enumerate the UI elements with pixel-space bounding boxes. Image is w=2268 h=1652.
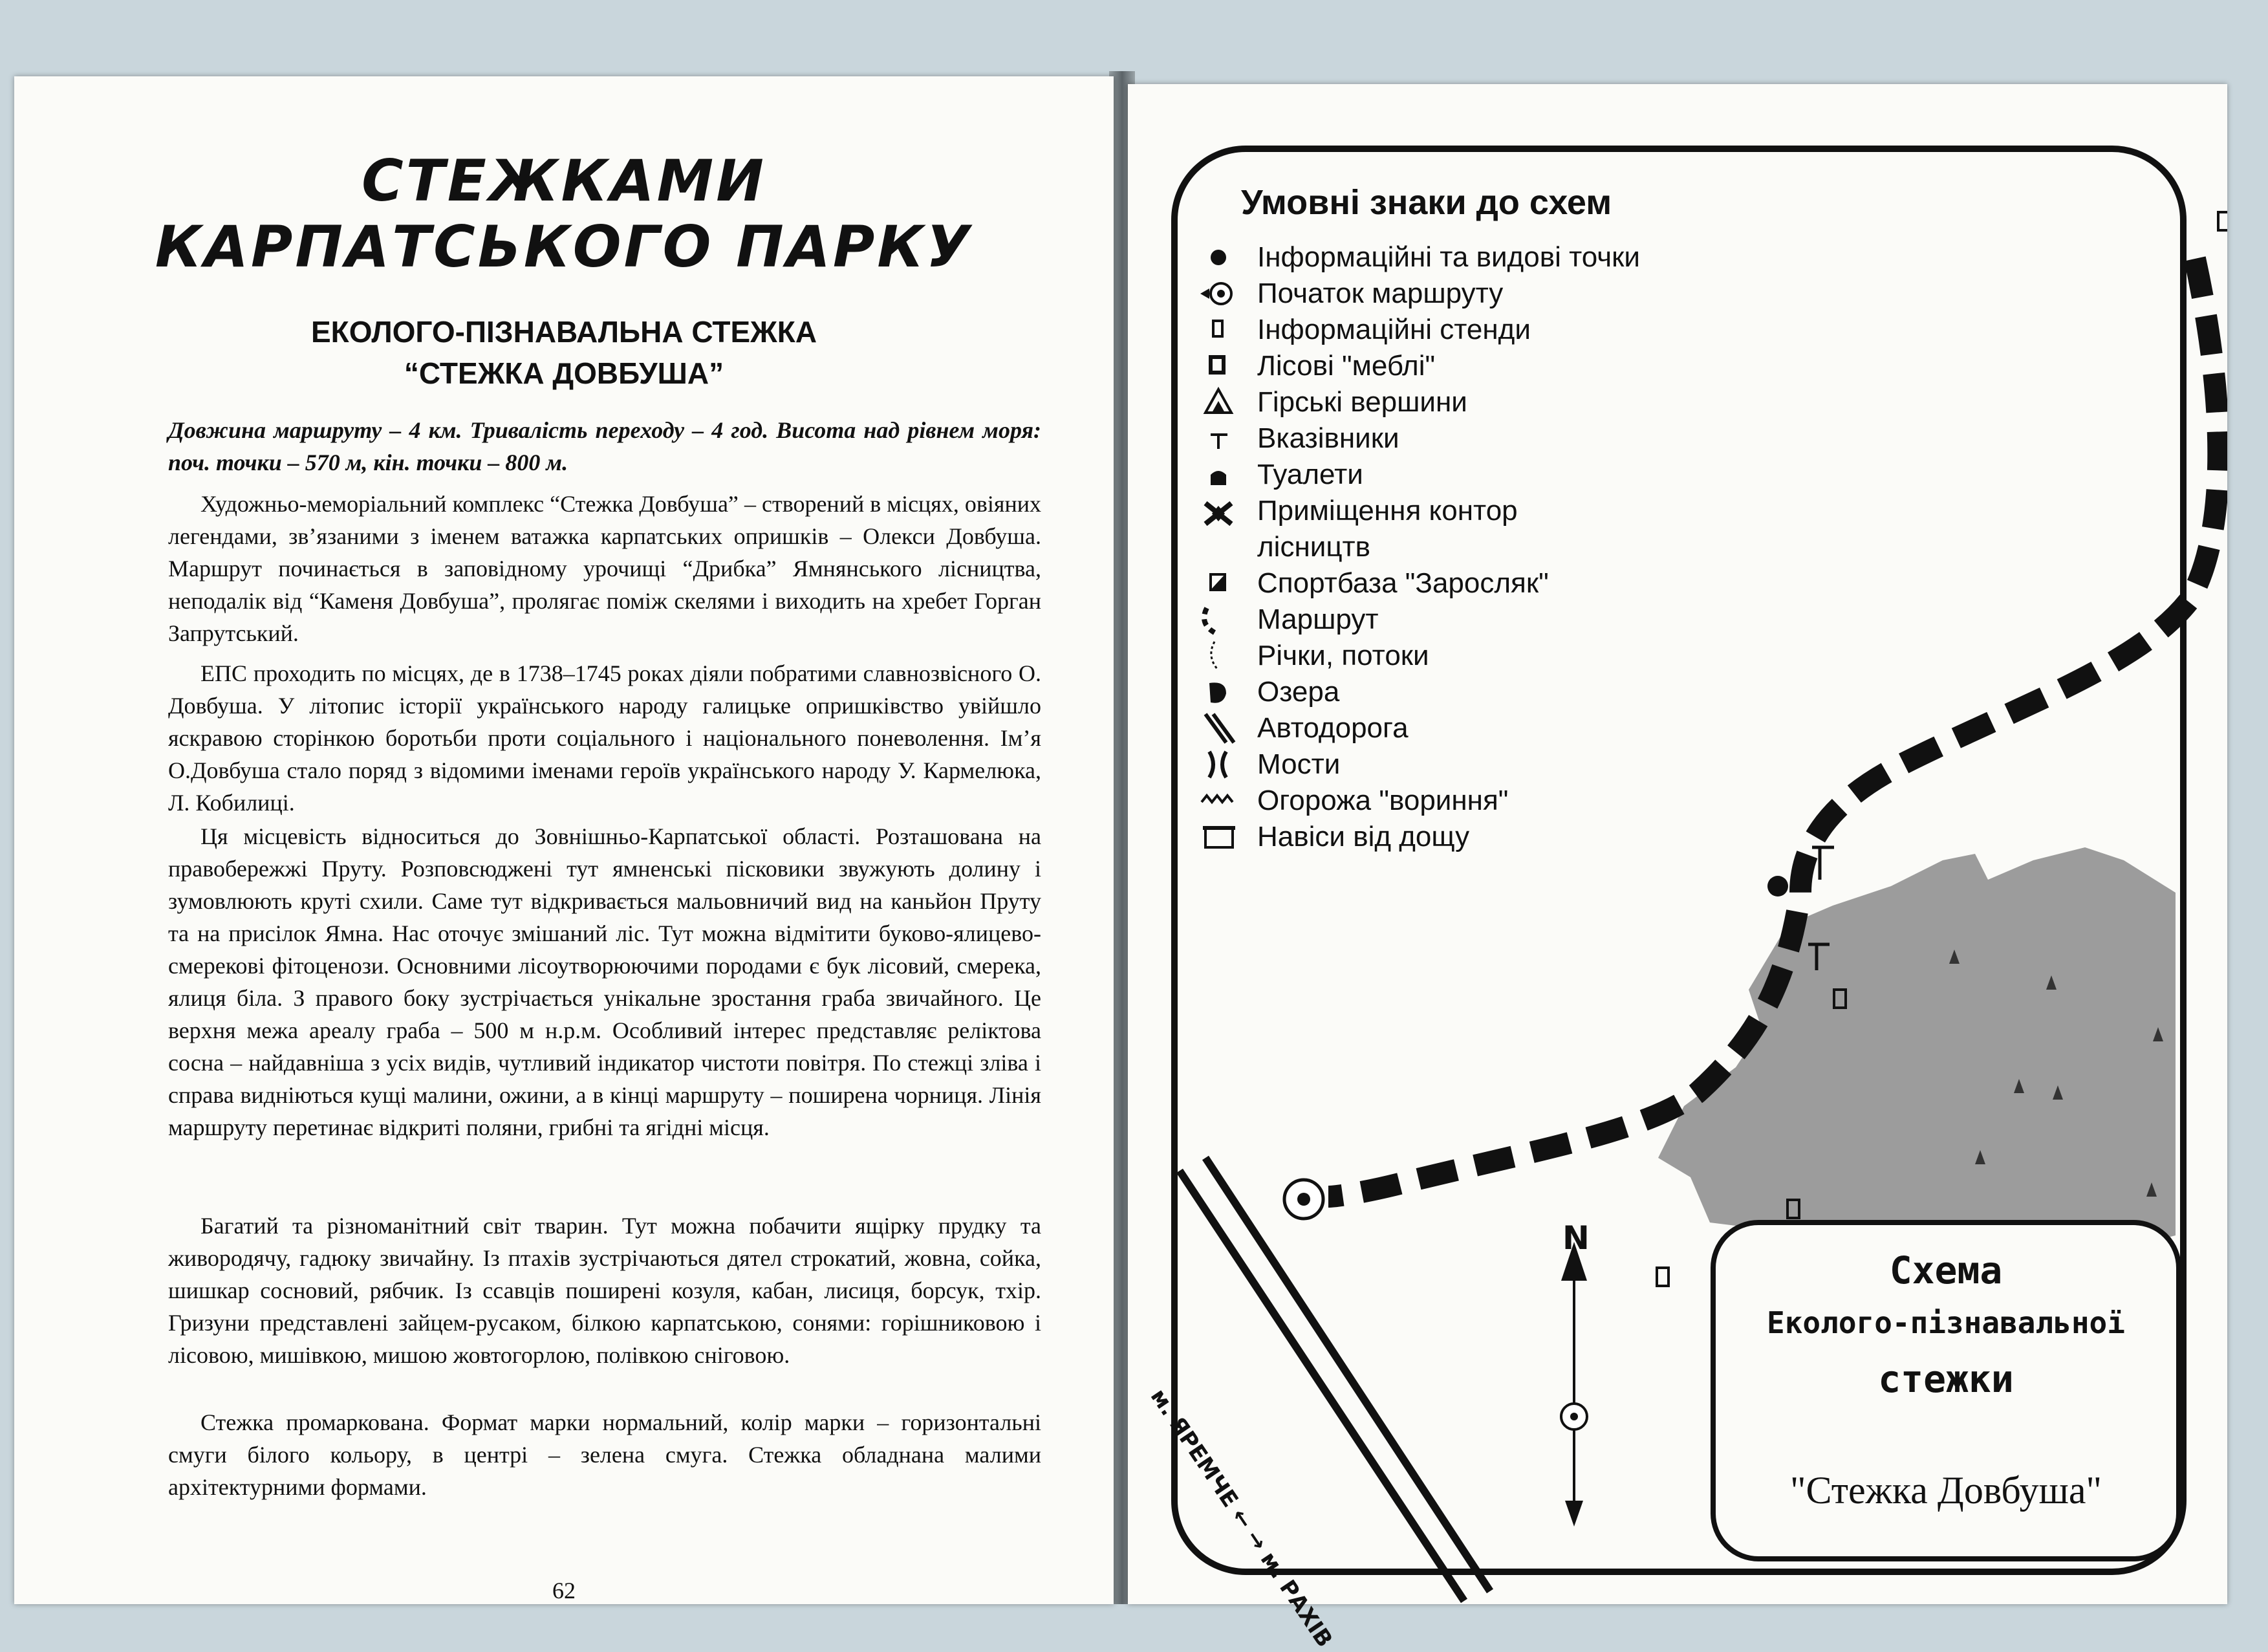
legend-label: Туалети [1257,459,1363,490]
north-arrow [1561,1242,1587,1527]
route-start-marker [1284,1180,1323,1219]
legend-label: Гірські вершини [1257,386,1467,418]
legend-label: Лісові "меблі" [1257,350,1436,382]
legend-item [1200,384,1731,420]
scheme-title-line2: Еколого-пізнавальної [1767,1305,2125,1340]
legend-title: Умовні знаки до схем [1241,183,1612,222]
legend-item [1200,312,1731,348]
legend-label: Озера [1257,676,1340,708]
mountain-peak-icon [1200,384,1237,420]
legend-item [1200,457,1731,493]
legend-item [1200,638,1731,674]
page-number: 62 [552,1578,576,1603]
legend-item [1200,602,1731,638]
legend-item [1200,746,1731,783]
signpost-icon [1200,420,1237,457]
paragraph-5: Стежка промаркована. Формат марки нормальний, колір марки – горизонтальні смуги білого кольору, в центрі – зелена смуга. Стежка обладнана малими архітектурними формами. [168,1409,1041,1500]
scheme-title-line1: Схема [1889,1248,2003,1292]
legend-item [1200,348,1731,384]
legend-label: Маршрут [1257,603,1379,635]
road-label: м. ЯРЕМЧЕ ← → м. РАХІВ [1145,1384,1338,1652]
legend-label: Вказівники [1257,422,1399,454]
paragraph-2: ЕПС проходить по місцях, де в 1738–1745 роках діяли побратими славнозвісного О. Довбуша. У літопис історії українського народу галицьке опришківство увійшло яскравою сторінкою боротьби проти соціального і національного поневолення. Ім’я О.Довбуша стало поряд з відомими іменами героїв українського народу У. Кармелюка, Л. Кобилиці. [168,660,1041,816]
legend-label: Інформаційні стенди [1257,314,1531,345]
lake-icon [1200,674,1237,710]
legend-item [1200,783,1731,819]
fence-icon [1200,783,1237,819]
scheme-trail-name: "Стежка Довбуша" [1790,1469,2102,1512]
highway [1180,1158,1490,1601]
legend-item [1200,710,1731,746]
paragraph-3: Ця місцевість відноситься до Зовнішньо-Карпатської області. Розташована на правобережжі Пруту. Розповсюджені тут ямненські пісковики звужують долину і зумовлюють круті схили. Саме тут відкривається мальовничий вид на каньйон Пруту та на присілок Ямна. Нас оточує змішаний ліс. Тут можна відмітити буково-ялицево-смерекові фітоценози. Основними лісоутворюючими породами є бук лісовий, смерека, ялиця біла. З правого боку зустрічається унікальне зростання граба звичайного. Це верхня межа ареалу граба – 500 м н.р.м. Особливий інтерес представляє реліктова сосна – найдавніша з усіх видів, чутливий індикатор чистоти повітря. По стежці зліва і справа видніються кущі малини, ожини, а в кінці маршруту – поширена чорниця. Лінія маршруту перетинає відкриті поляни, грибні та ягідні місця. [168,823,1041,1140]
legend-item [1200,239,1731,276]
forestry-office-icon [1200,493,1237,529]
paragraph-4: Багатий та різноманітний світ тварин. Тут можна побачити ящірку прудку та живородячу, гадюку звичайну. Із птахів зустрічаються дятел строкатий, жовна, сойка, шишкар сосновий, рябчик. Із ссавців поширені козуля, кабан, лисиця, борсук, тхір. Гризуни представлені зайцем-русаком, білкою карпатською, сонями: горішниковою і лісовою, мишівкою, мишою жовтогорлою, полівкою сніговою. [168,1213,1041,1368]
legend-label: Навіси від дощу [1257,821,1470,853]
legend-label: Приміщення контор [1257,495,1518,527]
route-summary: Довжина маршруту – 4 км. Тривалість переходу – 4 год. Висота над рівнем моря: поч. точки – 570 м, кін. точки – 800 м. [168,417,1041,475]
legend-item [1200,819,1731,855]
legend-item [1200,674,1731,710]
info-stand-icon [1200,312,1237,348]
dot-icon [1200,239,1237,276]
subtitle-line2: “СТЕЖКА ДОВБУША” [404,356,724,390]
legend-item [1200,493,1731,563]
legend-label: Інформаційні та видові точки [1257,241,1640,273]
paragraph-1: Художньо-меморіальний комплекс “Стежка Довбуша” – створений в місцях, овіяних легендами, зв’язаними з іменем ватажка карпатських опришків – Олекси Довбуша. Маршрут починається в заповідному урочищі “Дрибка” Ямнянського лісництва, неподалік від “Каменя Довбуша”, пролягає поміж скелями і виходить на хребет Горган Запрутський. [168,491,1041,646]
scheme-title-line3: стежки [1878,1357,2014,1401]
legend-label-continued: лісництв [1257,531,1371,563]
legend-label: Річки, потоки [1257,640,1429,671]
north-label: N [1562,1219,1590,1257]
bridge-icon [1200,746,1237,783]
legend-label: Спортбаза "Заросляк" [1257,567,1549,599]
legend-label: Автодорога [1257,712,1409,744]
toilet-icon [1200,457,1237,493]
right-page [1128,84,2227,1652]
sport-base-icon [1200,565,1237,602]
left-page [14,76,1114,1604]
route-icon [1200,602,1237,638]
river-icon [1200,638,1237,674]
legend-label: Початок маршруту [1257,277,1504,309]
legend-label: Мости [1257,748,1341,780]
legend-item [1200,420,1731,457]
legend-label: Огорожа "вориння" [1257,785,1509,816]
forest-furniture-icon [1200,348,1237,384]
legend-item [1200,565,1731,602]
route-start-icon [1200,276,1237,312]
viewpoint-dot [1767,876,1788,897]
legend-item [1200,276,1731,312]
rain-shelter-icon [1200,819,1237,855]
main-title-line2: КАРПАТСЬКОГО ПАРКУ [155,213,973,280]
subtitle-line1: ЕКОЛОГО-ПІЗНАВАЛЬНА СТЕЖКА [310,315,817,349]
highway-icon [1200,710,1237,746]
main-title-line1: СТЕЖКАМИ [362,147,766,214]
